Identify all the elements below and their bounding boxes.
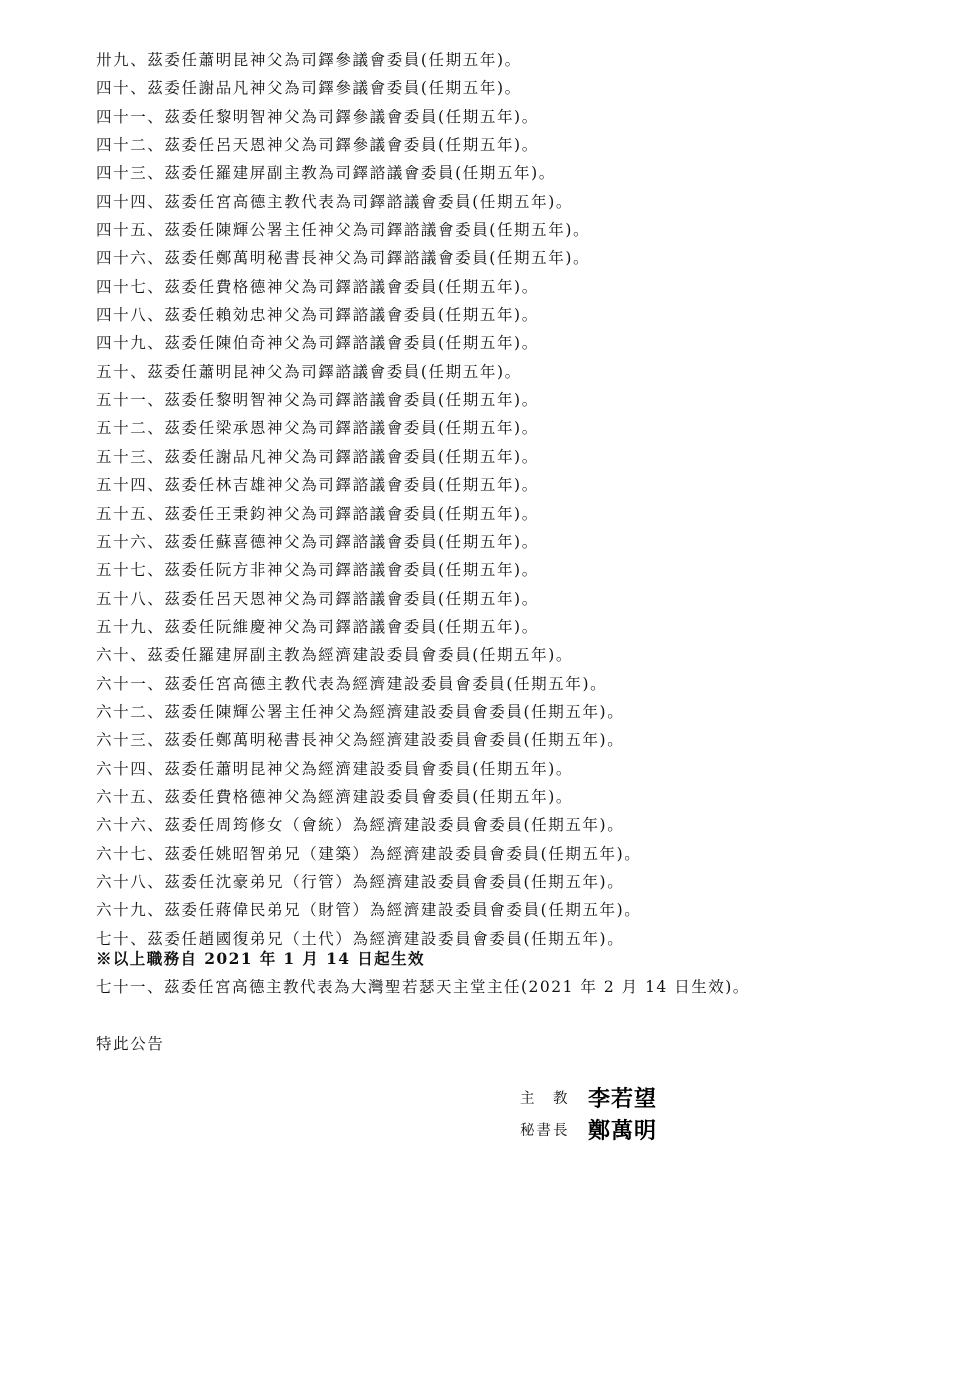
signature-title: 主 教 — [520, 1090, 570, 1107]
appointment-item: 五十八、茲委任呂天恩神父為司鐸諮議會委員(任期五年)。 — [96, 589, 539, 608]
appointment-item: 四十四、茲委任宮高德主教代表為司鐸諮議會委員(任期五年)。 — [96, 192, 573, 211]
appointment-item: 四十九、茲委任陳伯奇神父為司鐸諮議會委員(任期五年)。 — [96, 334, 539, 353]
appointment-item: 五十六、茲委任蘇喜德神父為司鐸諮議會委員(任期五年)。 — [96, 532, 539, 551]
signature-row-bishop — [520, 1081, 720, 1113]
appointment-item: 六十三、茲委任鄭萬明秘書長神父為經濟建設委員會委員(任期五年)。 — [96, 731, 625, 750]
signature-block — [520, 1081, 720, 1145]
appointment-item: 六十八、茲委任沈豪弟兄（行管）為經濟建設委員會委員(任期五年)。 — [96, 872, 625, 891]
appointment-item: 七十、茲委任趙國復弟兄（土代）為經濟建設委員會委員(任期五年)。 — [96, 929, 625, 948]
appointment-item: 四十八、茲委任賴効忠神父為司鐸諮議會委員(任期五年)。 — [96, 306, 539, 325]
appointment-item: 四十六、茲委任鄭萬明秘書長神父為司鐸諮議會委員(任期五年)。 — [96, 249, 591, 268]
signature-row-secretary — [520, 1113, 720, 1145]
appointment-item: 六十二、茲委任陳輝公署主任神父為經濟建設委員會委員(任期五年)。 — [96, 702, 625, 721]
appointment-item: 五十四、茲委任林吉雄神父為司鐸諮議會委員(任期五年)。 — [96, 476, 539, 495]
appointment-item: 四十五、茲委任陳輝公署主任神父為司鐸諮議會委員(任期五年)。 — [96, 221, 591, 240]
appointment-item: 六十四、茲委任蕭明昆神父為經濟建設委員會委員(任期五年)。 — [96, 759, 573, 778]
signature-title: 秘書長 — [520, 1122, 570, 1139]
appointment-item: 六十六、茲委任周筠修女（會統）為經濟建設委員會委員(任期五年)。 — [96, 816, 625, 835]
appointment-item: 五十五、茲委任王秉鈞神父為司鐸諮議會委員(任期五年)。 — [96, 504, 539, 523]
signature-name: 李若望 — [588, 1085, 658, 1112]
closing-statement: 特此公告 — [96, 1035, 165, 1053]
appointment-item: 五十九、茲委任阮維慶神父為司鐸諮議會委員(任期五年)。 — [96, 617, 539, 636]
appointment-item: 五十一、茲委任黎明智神父為司鐸諮議會委員(任期五年)。 — [96, 391, 539, 410]
appointment-item: 六十、茲委任羅建屏副主教為經濟建設委員會委員(任期五年)。 — [96, 646, 573, 665]
appointment-item: 六十五、茲委任費格德神父為經濟建設委員會委員(任期五年)。 — [96, 787, 573, 806]
appointment-item: 五十七、茲委任阮方非神父為司鐸諮議會委員(任期五年)。 — [96, 561, 539, 580]
appointment-item: 四十二、茲委任呂天恩神父為司鐸參議會委員(任期五年)。 — [96, 136, 539, 155]
appointment-item: 五十二、茲委任梁承恩神父為司鐸諮議會委員(任期五年)。 — [96, 419, 539, 438]
signature-name: 鄭萬明 — [588, 1117, 658, 1144]
appointment-item-final: 七十一、茲委任宮高德主教代表為大灣聖若瑟天主堂主任(2021 年 2 月 14 日生效)。 — [96, 978, 750, 996]
appointment-item: 五十三、茲委任謝品凡神父為司鐸諮議會委員(任期五年)。 — [96, 447, 539, 466]
appointment-item: 卅九、茲委任蕭明昆神父為司鐸參議會委員(任期五年)。 — [96, 51, 522, 69]
appointment-list — [96, 46, 641, 953]
appointment-item: 四十七、茲委任費格德神父為司鐸諮議會委員(任期五年)。 — [96, 277, 539, 296]
appointment-item: 六十九、茲委任蔣偉民弟兄（財管）為經濟建設委員會委員(任期五年)。 — [96, 901, 642, 920]
appointment-item: 四十三、茲委任羅建屏副主教為司鐸諮議會委員(任期五年)。 — [96, 164, 556, 183]
appointment-item: 四十一、茲委任黎明智神父為司鐸參議會委員(任期五年)。 — [96, 107, 539, 126]
appointment-item: 四十、茲委任謝品凡神父為司鐸參議會委員(任期五年)。 — [96, 79, 522, 98]
appointment-item: 六十一、茲委任宮高德主教代表為經濟建設委員會委員(任期五年)。 — [96, 674, 608, 693]
appointment-item: 五十、茲委任蕭明昆神父為司鐸諮議會委員(任期五年)。 — [96, 362, 522, 381]
appointment-item: 六十七、茲委任姚昭智弟兄（建築）為經濟建設委員會委員(任期五年)。 — [96, 844, 642, 863]
effective-date-note: ※以上職務自 2021 年 1 月 14 日起生效 — [96, 949, 425, 968]
